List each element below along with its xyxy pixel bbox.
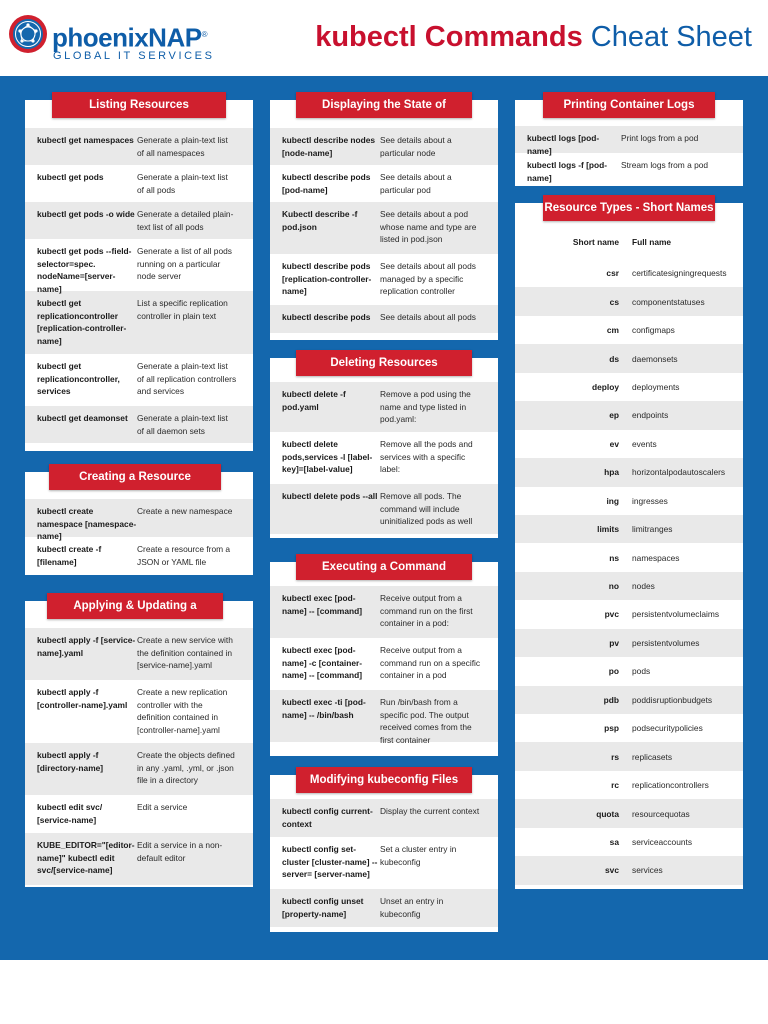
short-name-row [515,828,743,856]
command-description: See details about a particular pod [380,172,452,195]
card-title: Executing a Command [296,554,472,580]
command-row [25,628,253,680]
short-name-row [515,401,743,429]
command-row [270,799,498,837]
command-text: kubectl get namespaces [37,135,134,145]
command-text: kubectl logs -f [pod-name] [527,160,608,183]
command-row [25,291,253,354]
command-text: kubectl exec -ti [pod-name] -- /bin/bash [282,697,366,720]
card-title: Modifying kubeconfig Files [296,767,472,793]
short-name-row [515,742,743,770]
full-name: horizontalpodautoscalers [632,467,726,478]
command-row [25,795,253,833]
command-row [25,743,253,795]
short-name-row [515,771,743,799]
command-row [25,499,253,541]
short-name: cs [609,296,619,307]
command-text: kubectl describe pods [pod-name] [282,172,371,195]
command-description: Create a resource from a JSON or YAML file [137,544,231,567]
displaying-state-card [270,100,498,340]
full-name: poddisruptionbudgets [632,694,713,705]
command-text: kubectl exec [pod-name] -c [container-name] -- [command] [282,645,363,680]
full-name: namespaces [632,552,680,563]
full-name: serviceaccounts [632,836,693,847]
printing-logs-card [515,100,743,186]
applying-rows [25,628,253,885]
command-row [270,690,498,745]
command-text: kubectl get replicationcontroller, services [37,361,120,396]
short-name: ing [606,495,619,506]
card-title: Displaying the State of [296,92,472,118]
short-names-rows [515,259,743,885]
command-description: Create a new namespace [137,506,233,516]
card-title: Applying & Updating a [47,593,223,619]
command-text: Kubectl describe -f pod.json [282,209,358,232]
full-name: persistentvolumeclaims [632,609,720,620]
full-name: nodes [632,581,655,592]
command-row [515,126,743,156]
full-name: limitranges [632,524,673,535]
command-description: Receive output from a command run on the first container in a pod: [380,593,473,628]
command-row [25,537,253,575]
command-row [270,638,498,690]
full-name: ingresses [632,495,668,506]
displaying-rows [270,128,498,333]
short-name-row [515,572,743,600]
command-text: kubectl describe pods [replication-controller-name] [282,261,372,296]
executing-command-card [270,562,498,756]
full-name: events [632,438,657,449]
executing-rows [270,586,498,745]
command-text: kubectl apply -f [directory-name] [37,750,104,773]
short-name-row [515,430,743,458]
command-description: Create a new replication controller with the definition contained in [controller-name].yaml [137,687,228,735]
command-description: See details about all pods managed by a specific replication controller [380,261,476,296]
short-name: pv [609,637,619,648]
printing-rows [515,126,743,183]
short-names-table [515,225,743,885]
command-row [25,239,253,294]
card-title: Listing Resources [52,92,226,118]
command-description: See details about all pods [380,312,476,322]
brand-tagline: GLOBAL IT SERVICES [53,50,215,62]
command-description: Stream logs from a pod [621,160,709,170]
command-text: kubectl get replicationcontroller [replication-controller-name] [37,298,127,346]
full-name: podsecuritypolicies [632,723,703,734]
command-row [270,165,498,202]
command-text: kubectl create namespace [namespace-name] [37,506,137,541]
command-text: kubectl config set-cluster [cluster-name] --server= [server-name] [282,844,378,879]
command-description: Create a new service with the definition contained in [service-name].yaml [137,635,233,670]
creating-rows [25,499,253,575]
short-name: ns [609,552,619,563]
full-name: componentstatuses [632,296,705,307]
deleting-resources-card [270,358,498,538]
listing-rows [25,128,253,443]
command-description: Edit a service [137,802,188,812]
page-header [0,0,768,76]
short-name-row [515,458,743,486]
short-name-row [515,714,743,742]
command-description: Display the current context [380,806,480,816]
creating-resource-card [25,472,253,572]
full-name: configmaps [632,325,675,336]
command-row [270,432,498,484]
full-name: persistentvolumes [632,637,700,648]
short-names-header [515,225,743,259]
command-description: Remove all pods. The command will include uninitialized pods as well [380,491,473,526]
full-name: replicationcontrollers [632,780,709,791]
command-row [270,254,498,305]
short-name: no [608,581,619,592]
short-name: cm [606,325,619,336]
card-title: Resource Types - Short Names [543,195,715,221]
command-text: kubectl logs [pod-name] [527,133,600,156]
command-row [25,406,253,443]
command-description: Edit a service in a non-default editor [137,840,223,863]
command-row [25,833,253,885]
short-name: rc [611,780,619,791]
command-text: KUBE_EDITOR="[editor-name]" kubectl edit svc/[service-name] [37,840,135,875]
command-text: kubectl create -f [filename] [37,544,102,567]
command-text: kubectl config current-context [282,806,373,829]
command-description: Unset an entry in kubeconfig [380,896,444,919]
short-name: ep [609,410,619,421]
command-row [270,382,498,432]
command-text: kubectl describe nodes [node-name] [282,135,376,158]
short-name: hpa [604,467,619,478]
command-text: kubectl describe pods [282,312,371,322]
command-text: kubectl apply -f [service-name].yaml [37,635,136,658]
deleting-rows [270,382,498,534]
command-text: kubectl get pods --field-selector=spec. nodeName=[server-name] [37,246,132,294]
short-name: ev [609,438,619,449]
command-row [270,837,498,889]
short-name-header: Short name [572,237,619,247]
short-names-card [515,203,743,889]
short-name: ds [609,353,619,364]
short-name-row [515,799,743,827]
command-description: Remove all the pods and services with a specific label: [380,439,473,474]
command-row [270,889,498,927]
short-name: rs [611,751,619,762]
command-description: See details about a pod whose name and type are listed in pod.json [380,209,477,244]
modifying-kubeconfig-card [270,775,498,932]
short-name-row [515,259,743,287]
command-text: kubectl get pods -o wide [37,209,135,219]
command-text: kubectl config unset [property-name] [282,896,364,919]
short-name: pdb [603,694,619,705]
command-description: See details about a particular node [380,135,452,158]
command-text: kubectl exec [pod-name] -- [command] [282,593,363,616]
command-text: kubectl edit svc/ [service-name] [37,802,103,825]
command-row [270,484,498,534]
short-name: psp [604,723,619,734]
command-description: Run /bin/bash from a specific pod. The output received comes from the first container [380,697,472,745]
short-name-row [515,629,743,657]
short-name-row [515,856,743,884]
command-text: kubectl get pods [37,172,104,182]
modifying-rows [270,799,498,927]
short-name-row [515,543,743,571]
card-title: Printing Container Logs [543,92,715,118]
short-name: sa [609,836,619,847]
command-row [270,202,498,254]
command-row [25,165,253,202]
short-name: csr [606,268,619,279]
full-name: services [632,865,663,876]
command-description: Set a cluster entry in kubeconfig [380,844,457,867]
card-title: Deleting Resources [296,350,472,376]
short-name-row [515,600,743,628]
short-name: pvc [604,609,619,620]
command-description: Generate a plain-text list of all namespaces [137,135,228,158]
command-description: Create the objects defined in any .yaml, .yml, or .json file in a directory [137,750,235,785]
short-name: limits [597,524,619,535]
command-row [25,354,253,406]
full-name: resourcequotas [632,808,690,819]
command-description: Print logs from a pod [621,133,699,143]
short-name: deploy [592,381,619,392]
brand-name: phoenixNAP® [52,22,207,53]
command-description: Generate a plain-text list of all replication controllers and services [137,361,237,396]
command-row [25,202,253,239]
command-description: List a specific replication controller in plain text [137,298,228,321]
full-name: endpoints [632,410,669,421]
applying-resource-card [25,601,253,887]
short-name-row [515,316,743,344]
short-name-row [515,344,743,372]
short-name-row [515,515,743,543]
short-name: po [608,666,619,677]
command-description: Generate a detailed plain-text list of all pods [137,209,234,232]
command-row [25,128,253,165]
command-row [515,153,743,183]
full-name-header: Full name [632,237,672,247]
short-name-row [515,657,743,685]
short-name-row [515,373,743,401]
command-text: kubectl get deamonset [37,413,128,423]
command-row [270,305,498,333]
command-description: Remove a pod using the name and type listed in pod.yaml: [380,389,471,424]
command-row [25,680,253,743]
command-description: Generate a list of all pods running on a particular node server [137,246,232,281]
command-row [270,586,498,638]
command-text: kubectl delete -f pod.yaml [282,389,346,412]
listing-resources-card [25,100,253,451]
short-name: quota [596,808,619,819]
page-title: kubectl Commands Cheat Sheet [315,21,752,53]
short-name-row [515,487,743,515]
command-text: kubectl delete pods --all [282,491,378,501]
full-name: replicasets [632,751,673,762]
full-name: daemonsets [632,353,678,364]
command-text: kubectl apply -f [controller-name].yaml [37,687,128,710]
command-text: kubectl delete pods,services -l [label-key]=[label-value] [282,439,373,474]
command-row [270,128,498,165]
command-description: Generate a plain-text list of all pods [137,172,228,195]
phoenixnap-logo-icon [8,14,48,54]
short-name-row [515,287,743,315]
short-name: svc [605,865,619,876]
command-description: Generate a plain-text list of all daemon sets [137,413,228,436]
full-name: deployments [632,381,680,392]
command-description: Receive output from a command run on a specific container in a pod [380,645,481,680]
short-name-row [515,686,743,714]
full-name: certificatesigningrequests [632,268,727,279]
card-title: Creating a Resource [49,464,221,490]
full-name: pods [632,666,651,677]
